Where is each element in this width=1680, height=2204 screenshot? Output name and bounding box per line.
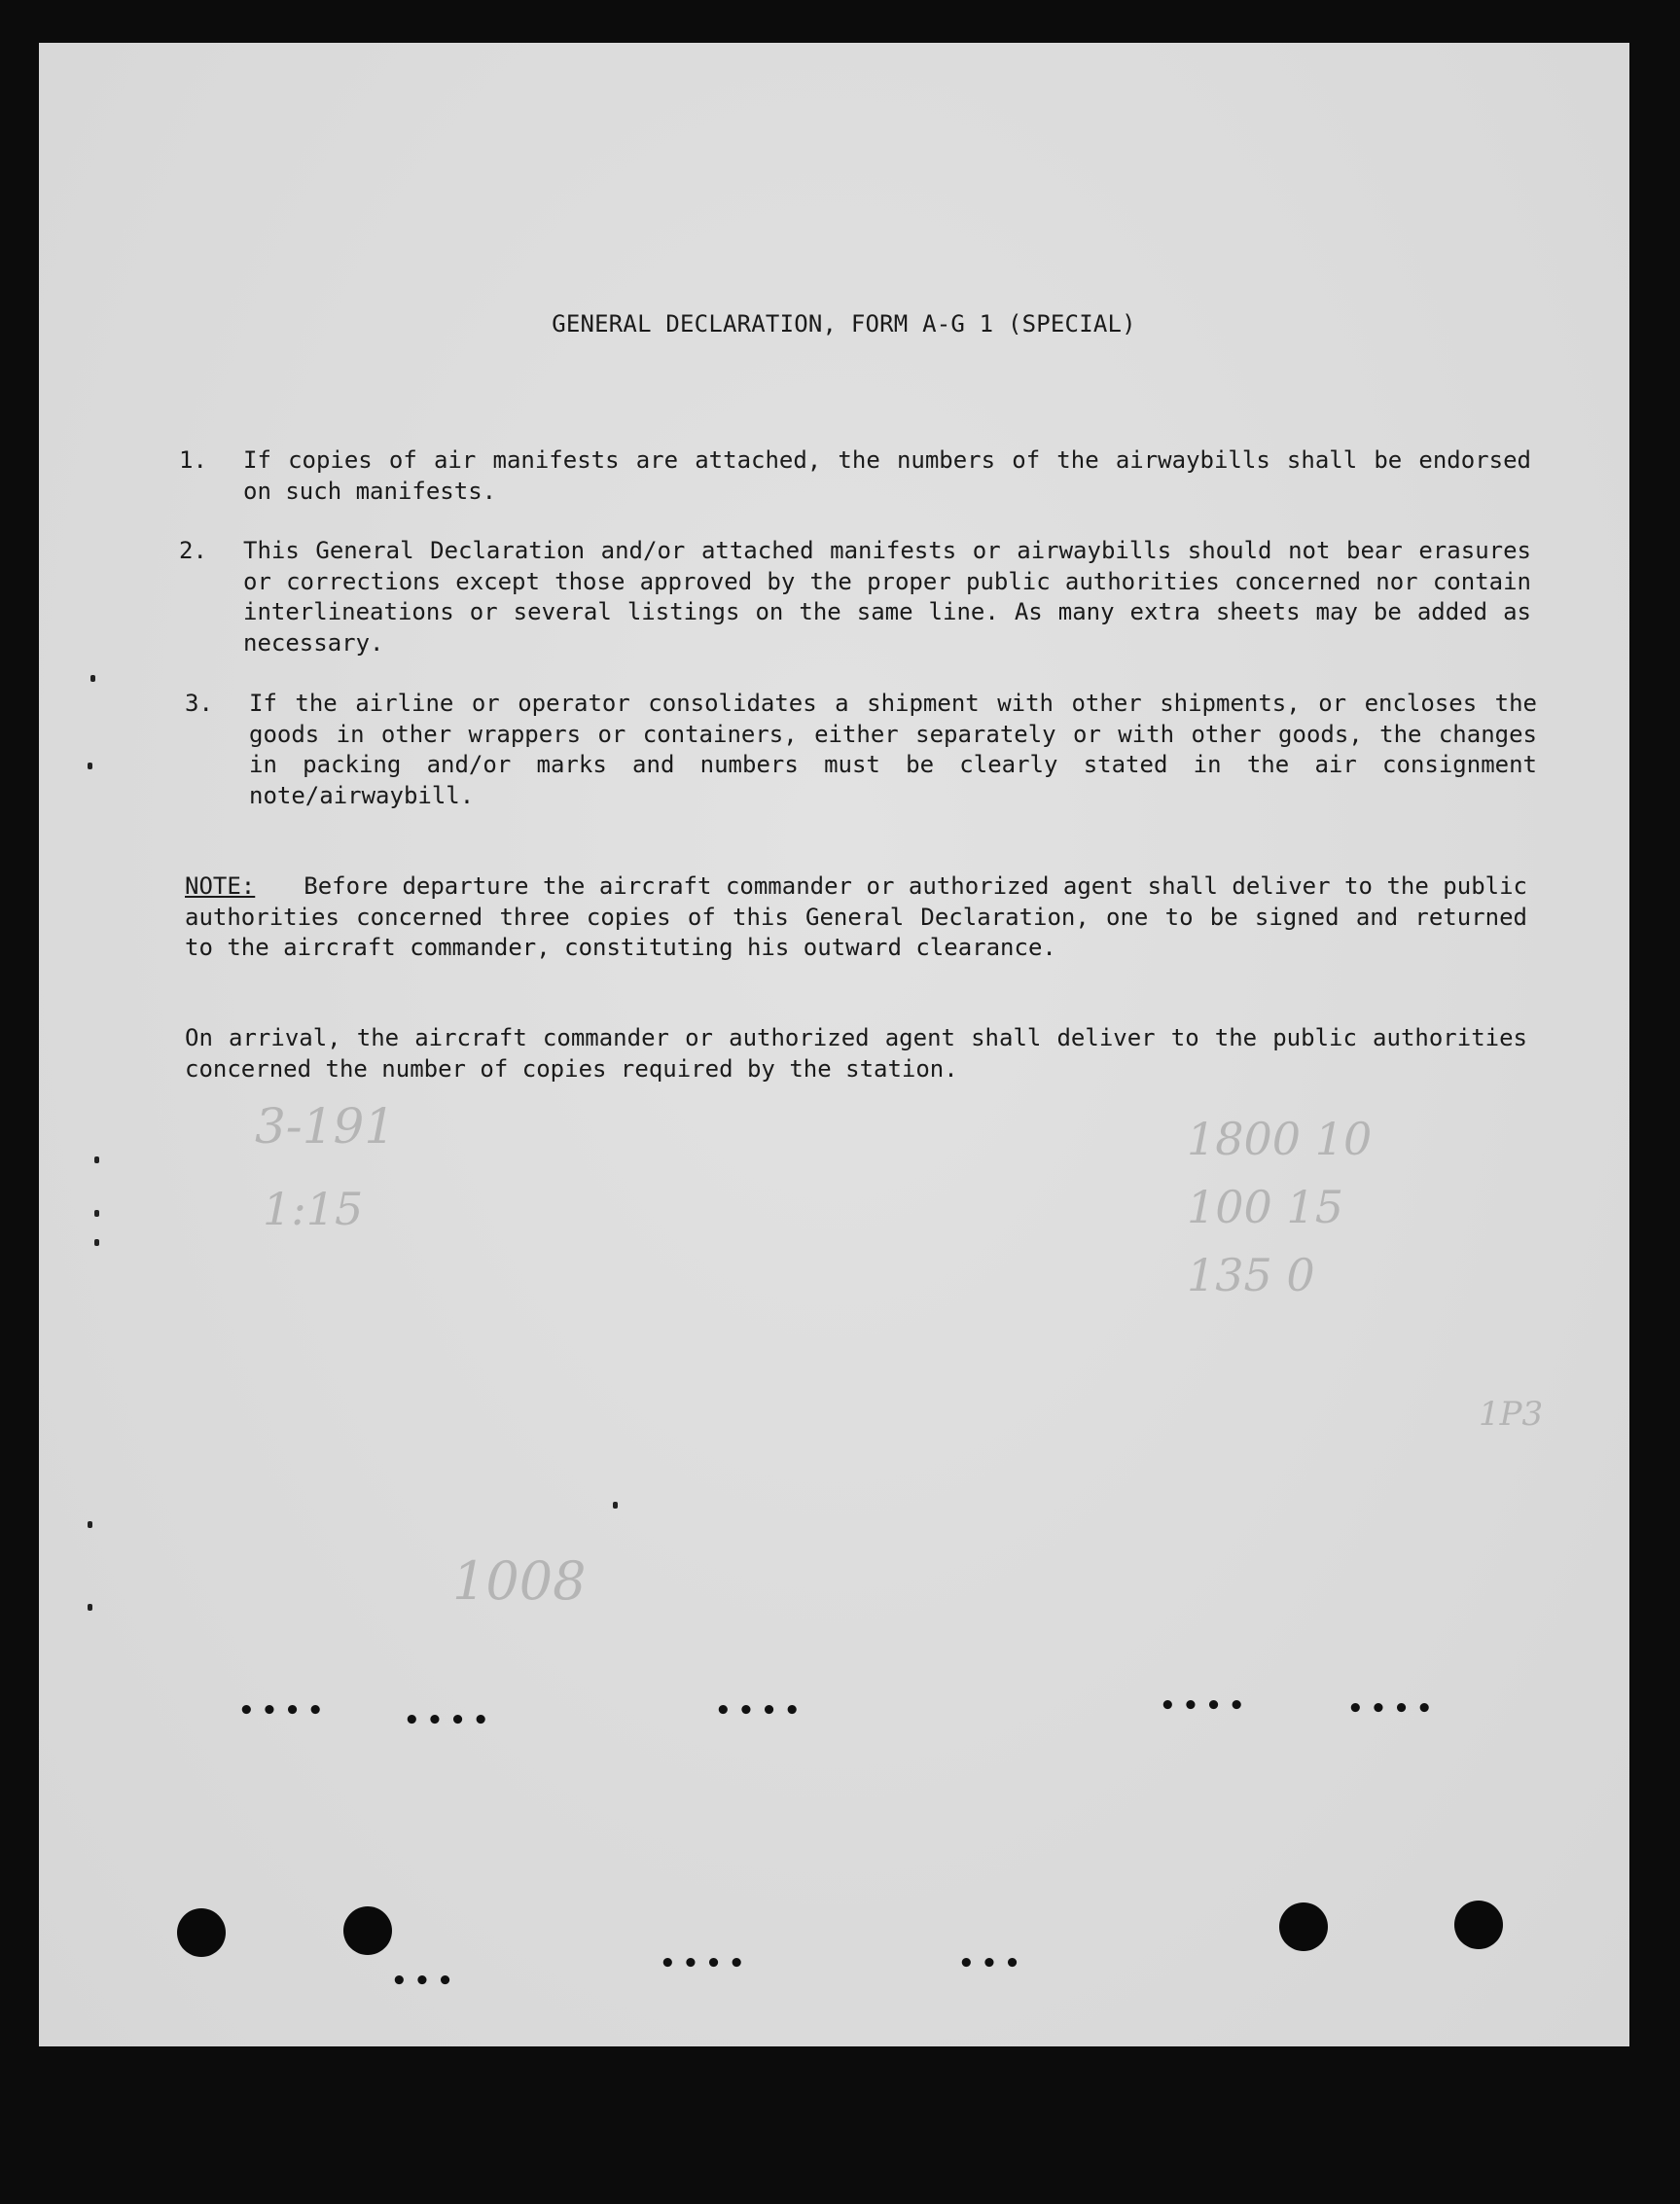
item-number: 1. <box>179 446 207 474</box>
item-number: 2. <box>179 537 207 564</box>
list-item-3 <box>185 689 1537 811</box>
scan-speck <box>94 1239 99 1246</box>
scan-dots: ••• <box>391 1967 460 1996</box>
document-page <box>39 43 1629 2046</box>
note-paragraph <box>185 871 1527 964</box>
punch-hole <box>1454 1901 1503 1949</box>
list-item-2 <box>179 536 1531 658</box>
scan-speck <box>90 675 95 682</box>
item-text: If copies of air manifests are attached, the numbers of the airwaybills shall be endorsed on such manifests. <box>243 446 1531 505</box>
note-label: NOTE: <box>185 872 256 900</box>
scan-speck <box>613 1502 618 1509</box>
item-number: 3. <box>185 690 213 717</box>
scan-speck <box>94 1156 99 1163</box>
pencil-mark-right-row1: 1800 10 <box>1187 1113 1373 1165</box>
scan-dots: •••• <box>715 1696 807 1725</box>
scan-dots: ••• <box>958 1949 1027 1978</box>
arrival-paragraph <box>185 1023 1527 1084</box>
punch-hole <box>343 1906 392 1955</box>
scan-speck <box>88 763 92 769</box>
arrival-text: On arrival, the aircraft commander or authorized agent shall deliver to the public authorities concerned the number of copies required by the station. <box>185 1024 1527 1083</box>
scan-speck <box>88 1521 92 1528</box>
item-text: If the airline or operator consolidates a shipment with other shipments, or encloses the goods in other wrappers or containers, either separately or with other goods, the changes in packing and/or marks and numbers must be clearly stated in the air consignment note/airwaybill. <box>249 690 1537 809</box>
note-text: Before departure the aircraft commander or authorized agent shall deliver to the public authorities concerned three copies of this General Declaration, one to be signed and returned to the aircraft commander, constituting his outward clearance. <box>185 872 1527 961</box>
pencil-mark-left-top: 3-191 <box>255 1098 396 1155</box>
punch-hole <box>177 1908 226 1957</box>
item-text: This General Declaration and/or attached manifests or airwaybills should not bear erasures or corrections except those approved by the proper public authorities concerned nor contain interlineations or several listings on the same line. As many extra sheets may be added as necessary. <box>243 537 1531 657</box>
scan-speck <box>88 1604 92 1611</box>
pencil-mark-right-small: 1P3 <box>1479 1395 1544 1434</box>
scan-speck <box>94 1210 99 1217</box>
page-title: GENERAL DECLARATION, FORM A-G 1 (SPECIAL) <box>552 310 1136 338</box>
scan-dots: •••• <box>1160 1691 1252 1721</box>
scan-dots: •••• <box>404 1706 496 1735</box>
pencil-mark-center-bottom: 1008 <box>452 1550 587 1612</box>
scan-dots: •••• <box>238 1696 331 1725</box>
pencil-mark-left-bottom: 1:15 <box>263 1183 364 1235</box>
scan-dots: •••• <box>660 1949 752 1978</box>
list-item-1 <box>179 445 1531 507</box>
punch-hole <box>1279 1902 1328 1951</box>
pencil-mark-right-row2: 100 15 <box>1187 1181 1343 1233</box>
scan-dots: •••• <box>1347 1694 1440 1724</box>
pencil-mark-right-row3: 135 0 <box>1187 1249 1315 1301</box>
